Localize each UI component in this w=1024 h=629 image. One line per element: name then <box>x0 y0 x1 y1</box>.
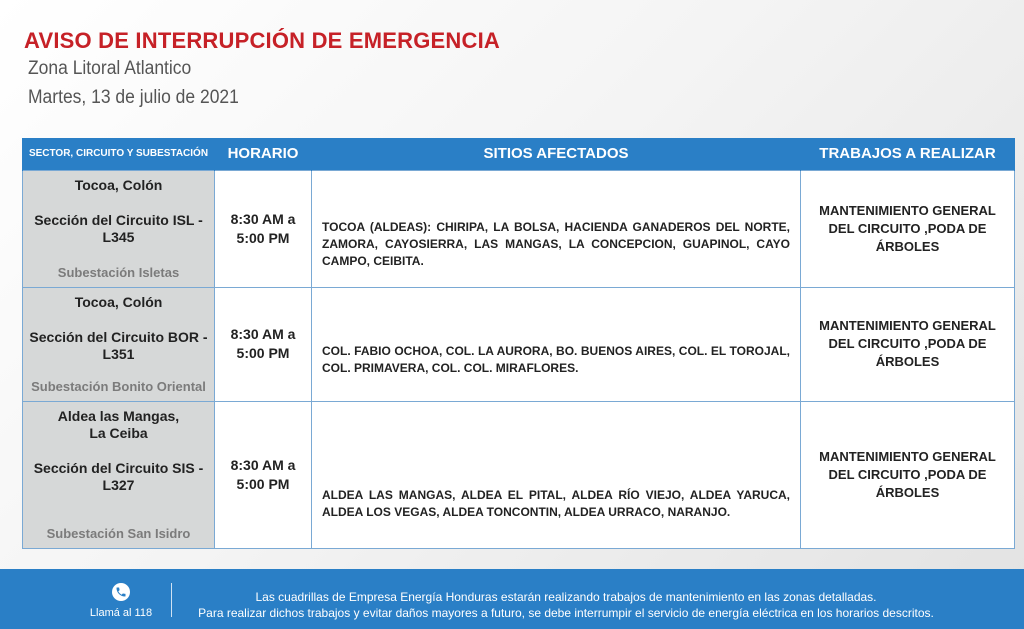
outage-table <box>22 138 1015 549</box>
substation-name: Subestación Isletas <box>57 264 180 280</box>
page-title: AVISO DE INTERRUPCIÓN DE EMERGENCIA <box>24 28 500 53</box>
column-header-trabajos: TRABAJOS A REALIZAR <box>801 138 1015 170</box>
phone-contact[interactable] <box>78 583 164 619</box>
affected-sites-cell: ALDEA LAS MANGAS, ALDEA EL PITAL, ALDEA RÍO VIEJO, ALDEA YARUCA, ALDEA LOS VEGAS, ALDEA TONCONTIN, ALDEA URRACO, NARANJO. <box>312 401 801 548</box>
affected-sites-cell: TOCOA (ALDEAS): CHIRIPA, LA BOLSA, HACIENDA GANADEROS DEL NORTE, ZAMORA, CAYOSIERRA, LAS MANGAS, LA CONCEPCION, GUAPINOL, CAYO CAMPO, CEIBITA. <box>312 170 801 287</box>
sector-location: Tocoa, Colón <box>74 176 163 193</box>
schedule-cell: 8:30 AM a 5:00 PM <box>215 170 312 287</box>
schedule-cell: 8:30 AM a 5:00 PM <box>215 401 312 548</box>
table-row <box>23 401 1015 548</box>
footer-divider <box>171 583 172 617</box>
phone-icon <box>112 583 130 601</box>
schedule-cell: 8:30 AM a 5:00 PM <box>215 287 312 401</box>
table-header-row <box>23 138 1015 170</box>
footer-line-2: Para realizar dichos trabajos y evitar daños mayores a futuro, se debe interrumpir el servicio de energía eléctrica en los horarios descritos. <box>198 606 934 620</box>
substation-name: Subestación Bonito Oriental <box>31 378 206 394</box>
column-header-sitios: SITIOS AFECTADOS <box>312 138 801 170</box>
circuit-section: Sección del Circuito ISL - L345 <box>34 211 203 245</box>
sector-cell <box>23 401 215 548</box>
table-row <box>23 287 1015 401</box>
work-cell: MANTENIMIENTO GENERAL DEL CIRCUITO ,PODA DE ÁRBOLES <box>801 287 1015 401</box>
date-subtitle: Martes, 13 de julio de 2021 <box>28 87 239 108</box>
sector-cell <box>23 287 215 401</box>
sector-location: Aldea las Mangas, La Ceiba <box>57 407 180 441</box>
zone-subtitle: Zona Litoral Atlantico <box>28 58 192 79</box>
substation-name: Subestación San Isidro <box>46 525 191 541</box>
footer-line-1: Las cuadrillas de Empresa Energía Honduras estarán realizando trabajos de mantenimiento en las zonas detalladas. <box>255 590 877 604</box>
footer-banner <box>0 569 1024 629</box>
table-row <box>23 170 1015 287</box>
sector-cell <box>23 170 215 287</box>
column-header-sector: SECTOR, CIRCUITO Y SUBESTACIÓN <box>23 138 215 170</box>
work-cell: MANTENIMIENTO GENERAL DEL CIRCUITO ,PODA DE ÁRBOLES <box>801 401 1015 548</box>
circuit-section: Sección del Circuito BOR - L351 <box>29 328 208 362</box>
footer-notice <box>178 589 954 621</box>
affected-sites-cell: COL. FABIO OCHOA, COL. LA AURORA, BO. BUENOS AIRES, COL. EL TOROJAL, COL. PRIMAVERA, COL. COL. MIRAFLORES. <box>312 287 801 401</box>
column-header-horario: HORARIO <box>215 138 312 170</box>
circuit-section: Sección del Circuito SIS - L327 <box>33 459 204 493</box>
work-cell: MANTENIMIENTO GENERAL DEL CIRCUITO ,PODA DE ÁRBOLES <box>801 170 1015 287</box>
phone-label: Llamá al 118 <box>89 607 153 619</box>
sector-location: Tocoa, Colón <box>74 293 163 310</box>
